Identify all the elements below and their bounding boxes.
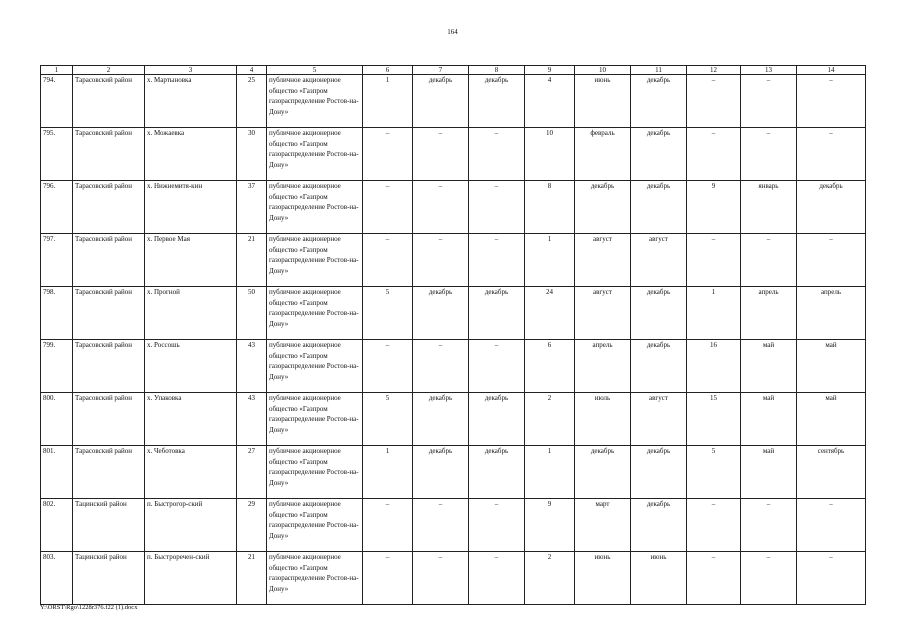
month-cell: декабрь <box>413 393 469 446</box>
column-number: 6 <box>363 66 413 75</box>
table-row <box>41 446 866 499</box>
value-cell: 1 <box>363 75 413 128</box>
month-cell: январь <box>741 181 797 234</box>
month-cell: август <box>575 234 631 287</box>
value-cell: 29 <box>237 499 267 552</box>
value-cell: 37 <box>237 181 267 234</box>
value-cell: 15 <box>687 393 741 446</box>
month-cell: – <box>413 128 469 181</box>
row-number: 799. <box>41 340 73 393</box>
month-cell: – <box>797 75 866 128</box>
organization-cell: публичное акционерное общество «Газпром газораспределение Ростов-на-Дону» <box>267 234 363 287</box>
value-cell: – <box>687 499 741 552</box>
value-cell: – <box>363 128 413 181</box>
organization-cell: публичное акционерное общество «Газпром газораспределение Ростов-на-Дону» <box>267 393 363 446</box>
month-cell: декабрь <box>631 75 687 128</box>
month-cell: декабрь <box>631 446 687 499</box>
month-cell: декабрь <box>413 75 469 128</box>
month-cell: – <box>741 234 797 287</box>
column-number: 2 <box>73 66 145 75</box>
month-cell: – <box>413 340 469 393</box>
month-cell: апрель <box>797 287 866 340</box>
month-cell: декабрь <box>469 393 525 446</box>
value-cell: – <box>687 552 741 605</box>
organization-cell: публичное акционерное общество «Газпром газораспределение Ростов-на-Дону» <box>267 499 363 552</box>
column-number: 11 <box>631 66 687 75</box>
row-number: 798. <box>41 287 73 340</box>
month-cell: – <box>797 234 866 287</box>
month-cell: апрель <box>575 340 631 393</box>
month-cell: июнь <box>631 552 687 605</box>
month-cell: май <box>797 340 866 393</box>
table-row <box>41 287 866 340</box>
table-row <box>41 128 866 181</box>
month-cell: май <box>741 446 797 499</box>
column-number: 12 <box>687 66 741 75</box>
value-cell: 24 <box>525 287 575 340</box>
month-cell: декабрь <box>631 340 687 393</box>
row-number: 794. <box>41 75 73 128</box>
column-number: 7 <box>413 66 469 75</box>
month-cell: – <box>741 552 797 605</box>
value-cell: 4 <box>525 75 575 128</box>
value-cell: – <box>363 340 413 393</box>
value-cell: – <box>687 234 741 287</box>
settlement-cell: х. Упаковка <box>145 393 237 446</box>
value-cell: – <box>363 234 413 287</box>
value-cell: 8 <box>525 181 575 234</box>
column-number: 9 <box>525 66 575 75</box>
district-cell: Тарасовский район <box>73 340 145 393</box>
table-row <box>41 499 866 552</box>
month-cell: декабрь <box>575 446 631 499</box>
column-number: 3 <box>145 66 237 75</box>
settlement-cell: х. Первое Мая <box>145 234 237 287</box>
settlement-cell: п. Быстрогор-ский <box>145 499 237 552</box>
value-cell: 21 <box>237 552 267 605</box>
column-number: 10 <box>575 66 631 75</box>
month-cell: декабрь <box>469 446 525 499</box>
value-cell: 9 <box>525 499 575 552</box>
row-number: 802. <box>41 499 73 552</box>
month-cell: – <box>797 128 866 181</box>
month-cell: декабрь <box>413 287 469 340</box>
month-cell: декабрь <box>469 287 525 340</box>
month-cell: май <box>741 393 797 446</box>
organization-cell: публичное акционерное общество «Газпром газораспределение Ростов-на-Дону» <box>267 181 363 234</box>
month-cell: август <box>631 234 687 287</box>
column-number: 8 <box>469 66 525 75</box>
value-cell: 5 <box>363 393 413 446</box>
footer-file-path: Y:\ORST\Rgo\1228r376.f22 (1).docx <box>40 604 138 611</box>
value-cell: 9 <box>687 181 741 234</box>
month-cell: – <box>469 340 525 393</box>
district-cell: Тацинский район <box>73 552 145 605</box>
settlement-cell: п. Быстроречен-ский <box>145 552 237 605</box>
month-cell: – <box>741 128 797 181</box>
value-cell: 1 <box>687 287 741 340</box>
value-cell: 5 <box>687 446 741 499</box>
column-number: 14 <box>797 66 866 75</box>
value-cell: 43 <box>237 340 267 393</box>
page-number: 164 <box>447 28 458 36</box>
table-row <box>41 552 866 605</box>
column-number: 13 <box>741 66 797 75</box>
value-cell: – <box>363 181 413 234</box>
district-cell: Тарасовский район <box>73 75 145 128</box>
month-cell: – <box>741 499 797 552</box>
month-cell: – <box>469 552 525 605</box>
organization-cell: публичное акционерное общество «Газпром газораспределение Ростов-на-Дону» <box>267 128 363 181</box>
month-cell: декабрь <box>575 181 631 234</box>
column-number-row <box>41 66 866 75</box>
value-cell: 2 <box>525 393 575 446</box>
month-cell: декабрь <box>631 499 687 552</box>
value-cell: – <box>687 128 741 181</box>
month-cell: декабрь <box>797 181 866 234</box>
row-number: 803. <box>41 552 73 605</box>
row-number: 800. <box>41 393 73 446</box>
month-cell: август <box>575 287 631 340</box>
month-cell: – <box>413 181 469 234</box>
column-number: 1 <box>41 66 73 75</box>
table-row <box>41 181 866 234</box>
value-cell: 5 <box>363 287 413 340</box>
organization-cell: публичное акционерное общество «Газпром газораспределение Ростов-на-Дону» <box>267 287 363 340</box>
value-cell: 25 <box>237 75 267 128</box>
month-cell: февраль <box>575 128 631 181</box>
month-cell: июнь <box>575 75 631 128</box>
month-cell: август <box>631 393 687 446</box>
value-cell: – <box>687 75 741 128</box>
district-cell: Тарасовский район <box>73 393 145 446</box>
district-cell: Тарасовский район <box>73 287 145 340</box>
month-cell: – <box>413 552 469 605</box>
month-cell: июль <box>575 393 631 446</box>
table-row <box>41 234 866 287</box>
value-cell: 1 <box>363 446 413 499</box>
district-cell: Тацинский район <box>73 499 145 552</box>
value-cell: 2 <box>525 552 575 605</box>
month-cell: – <box>469 128 525 181</box>
month-cell: декабрь <box>631 181 687 234</box>
settlement-cell: х. Россошь <box>145 340 237 393</box>
month-cell: май <box>741 340 797 393</box>
district-cell: Тарасовский район <box>73 128 145 181</box>
value-cell: 1 <box>525 446 575 499</box>
settlement-cell: х. Мартыновка <box>145 75 237 128</box>
district-cell: Тарасовский район <box>73 446 145 499</box>
month-cell: декабрь <box>631 287 687 340</box>
month-cell: март <box>575 499 631 552</box>
table-row <box>41 75 866 128</box>
row-number: 796. <box>41 181 73 234</box>
column-number: 5 <box>267 66 363 75</box>
value-cell: 16 <box>687 340 741 393</box>
schedule-table <box>40 65 866 605</box>
month-cell: декабрь <box>631 128 687 181</box>
month-cell: май <box>797 393 866 446</box>
month-cell: декабрь <box>413 446 469 499</box>
value-cell: 50 <box>237 287 267 340</box>
month-cell: – <box>469 181 525 234</box>
organization-cell: публичное акционерное общество «Газпром газораспределение Ростов-на-Дону» <box>267 552 363 605</box>
month-cell: апрель <box>741 287 797 340</box>
month-cell: – <box>797 552 866 605</box>
value-cell: – <box>363 499 413 552</box>
table-row <box>41 393 866 446</box>
settlement-cell: х. Нижнемитя-кин <box>145 181 237 234</box>
row-number: 795. <box>41 128 73 181</box>
month-cell: – <box>797 499 866 552</box>
month-cell: декабрь <box>469 75 525 128</box>
organization-cell: публичное акционерное общество «Газпром газораспределение Ростов-на-Дону» <box>267 75 363 128</box>
organization-cell: публичное акционерное общество «Газпром газораспределение Ростов-на-Дону» <box>267 446 363 499</box>
value-cell: 30 <box>237 128 267 181</box>
month-cell: – <box>741 75 797 128</box>
value-cell: 21 <box>237 234 267 287</box>
row-number: 801. <box>41 446 73 499</box>
value-cell: 43 <box>237 393 267 446</box>
value-cell: 10 <box>525 128 575 181</box>
month-cell: – <box>413 499 469 552</box>
table-body <box>41 75 866 605</box>
month-cell: – <box>413 234 469 287</box>
month-cell: сентябрь <box>797 446 866 499</box>
district-cell: Тарасовский район <box>73 181 145 234</box>
organization-cell: публичное акционерное общество «Газпром газораспределение Ростов-на-Дону» <box>267 340 363 393</box>
settlement-cell: х. Чеботовка <box>145 446 237 499</box>
column-number: 4 <box>237 66 267 75</box>
value-cell: 27 <box>237 446 267 499</box>
month-cell: – <box>469 234 525 287</box>
value-cell: 6 <box>525 340 575 393</box>
settlement-cell: х. Прогной <box>145 287 237 340</box>
value-cell: 1 <box>525 234 575 287</box>
row-number: 797. <box>41 234 73 287</box>
settlement-cell: х. Можаевка <box>145 128 237 181</box>
table-row <box>41 340 866 393</box>
district-cell: Тарасовский район <box>73 234 145 287</box>
month-cell: – <box>469 499 525 552</box>
month-cell: июнь <box>575 552 631 605</box>
value-cell: – <box>363 552 413 605</box>
